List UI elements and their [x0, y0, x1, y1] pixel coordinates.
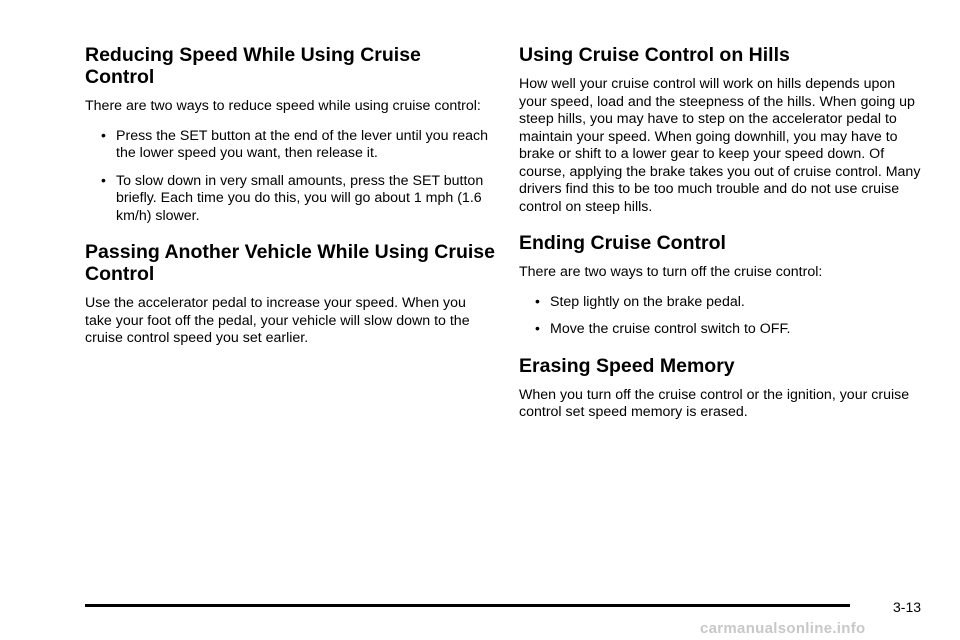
section-hills [519, 44, 924, 216]
section-body: How well your cruise control will work on hills depends upon your speed, load and the steepness of the hills. When going up steep hills, you may have to step on the accelerator pedal to maintain your speed. When going downhill, you may have to brake or shift to a lower gear to keep your speed down. Of course, applying the brake takes you out of cruise control. Many drivers find this to be too much trouble and do not use cruise control on steep hills. [519, 76, 921, 215]
section-body: Use the accelerator pedal to increase your speed. When you take your foot off the pedal, your vehicle will slow down to the cruise control speed you set earlier. [85, 295, 470, 346]
list-item-text: To slow down in very small amounts, press the SET button briefly. Each time you do this, you will go about 1 mph (1.6 km/h) slower. [116, 172, 484, 224]
section-erasing-memory [519, 355, 924, 422]
list-item-text: Press the SET button at the end of the lever until you reach the lower speed you want, then release it. [116, 127, 488, 161]
section-heading: Ending Cruise Control [519, 232, 726, 254]
left-column [85, 44, 495, 364]
list-item-text: Step lightly on the brake pedal. [550, 293, 745, 310]
section-intro: There are two ways to reduce speed while using cruise control: [85, 98, 481, 114]
watermark: carmanualsonline.info [700, 620, 866, 637]
section-passing-vehicle [85, 241, 495, 348]
right-column [519, 44, 924, 438]
list-item-text: Move the cruise control switch to OFF. [550, 321, 791, 337]
list-item [519, 321, 924, 339]
bullet-icon: • [101, 171, 106, 188]
list-item [85, 173, 495, 226]
section-heading: Using Cruise Control on Hills [519, 44, 790, 66]
page-number: 3-13 [893, 599, 922, 615]
section-ending-cruise [519, 232, 924, 339]
section-heading: Erasing Speed Memory [519, 354, 735, 377]
bullet-list [519, 294, 924, 339]
section-reducing-speed [85, 44, 495, 225]
bullet-icon: • [101, 126, 106, 143]
bullet-list [85, 128, 495, 226]
list-item [85, 128, 495, 163]
section-heading: Reducing Speed While Using Cruise Control [85, 44, 421, 88]
section-heading: Passing Another Vehicle While Using Cruise Control [85, 241, 495, 285]
section-intro: There are two ways to turn off the cruise control: [519, 264, 823, 280]
bullet-icon: • [535, 292, 540, 309]
section-body: When you turn off the cruise control or the ignition, your cruise control set speed memory is erased. [519, 386, 910, 420]
footer-rule [85, 604, 850, 607]
list-item [519, 294, 924, 312]
bullet-icon: • [535, 320, 540, 336]
